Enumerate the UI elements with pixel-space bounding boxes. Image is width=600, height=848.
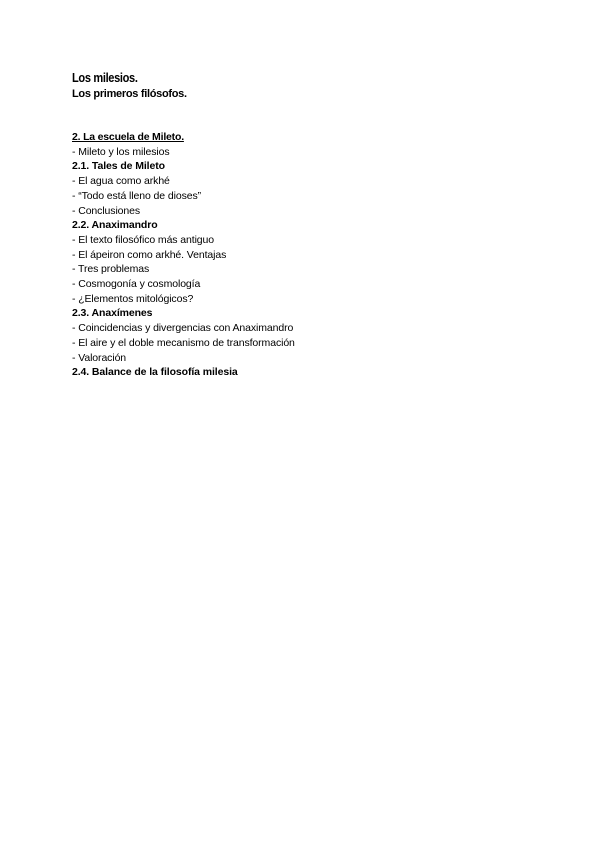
document-title: Los milesios. [72,70,138,85]
subsection-heading: 2.2. Anaximandro [72,219,158,232]
outline-item: - El ápeiron como arkhé. Ventajas [72,248,227,261]
subsection-balance [72,365,295,380]
outline-item: - “Todo está lleno de dioses” [72,189,202,202]
outline-item: - Coincidencias y divergencias con Anaximandro [72,322,294,335]
subsection-anaximenes [72,306,295,365]
outline-item: - Mileto y los milesios [72,145,170,158]
outline-item: - Valoración [72,351,127,364]
outline-item: - Tres problemas [72,263,150,276]
outline-item: - Cosmogonía y cosmología [72,278,201,291]
outline-item: - El agua como arkhé [72,175,170,188]
outline [72,130,295,380]
subsection-tales [72,159,295,218]
outline-item: - Conclusiones [72,204,141,217]
document-header [72,70,187,102]
section-heading: 2. La escuela de Mileto. [72,131,184,143]
subsection-anaximandro [72,218,295,306]
subsection-heading: 2.1. Tales de Mileto [72,160,165,173]
outline-item: - El aire y el doble mecanismo de transformación [72,336,295,349]
outline-item: - ¿Elementos mitológicos? [72,292,194,305]
document-subtitle: Los primeros filósofos. [72,88,187,100]
subsection-heading: 2.4. Balance de la filosofía milesia [72,366,238,379]
subsection-heading: 2.3. Anaxímenes [72,307,153,320]
outline-item: - El texto filosófico más antiguo [72,233,215,246]
